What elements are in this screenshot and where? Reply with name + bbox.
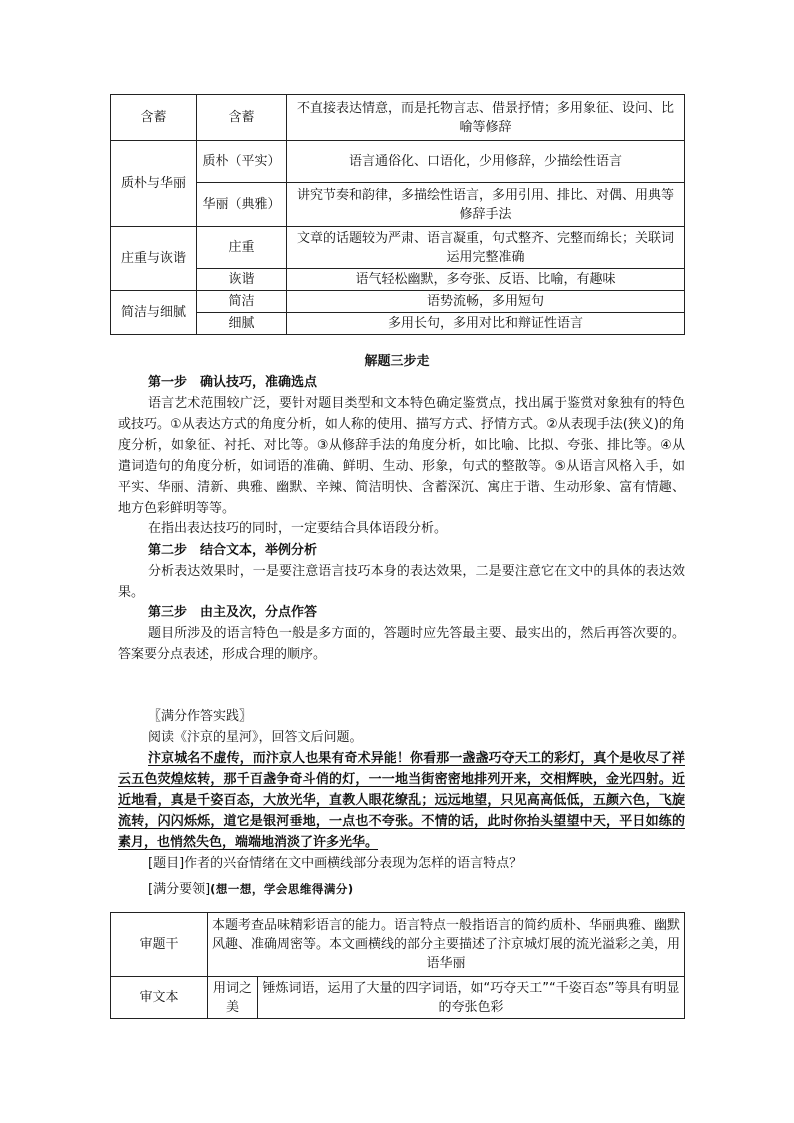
answer-table [110, 912, 685, 1019]
answer-row-label: 审题干 [111, 913, 208, 977]
section-title: 解题三步走 [364, 354, 430, 369]
step-one-body: 语言艺术范围较广泛，要针对题目类型和文本特色确定鉴赏点，找出属于鉴赏对象独有的特色或技巧。①从表达方式的角度分析，如人称的使用、描写方式、抒情方式。②从表现手法(狭义)的角度分析，如象征、衬托、对比等。③从修辞手法的角度分析，如比喻、比拟、夸张、排比等。④从遣词造句的角度分析，如词语的准确、鲜明、生动、形象，句式的整散等。⑤从语言风格入手，如平实、华丽、清新、典雅、幽默、辛辣、简洁明快、含蓄深沉、寓庄于谐、生动形象、富有情趣、地方色彩鲜明等等。 [118, 396, 685, 516]
table-row [111, 269, 685, 291]
style-description: 讲究节奏和韵律，多描绘性语言，多用引用、排比、对偶、用典等修辞手法 [287, 183, 685, 227]
style-category: 简洁与细腻 [111, 291, 197, 335]
step-three-body: 题目所涉及的语言特色一般是多方面的，答题时应先答最主要、最实出的，然后再答次要的。答案要分点表述，形成合理的顺序。 [118, 626, 685, 662]
style-description: 不直接表达情意，而是托物言志、借景抒情；多用象征、设问、比喻等修辞 [287, 95, 685, 141]
reading-passage: 汴京城名不虚传，而汴京人也果有奇术异能！你看那一盏盏巧夺天工的彩灯，真个是收尽了祥云五色荧煌炫转，那千百盏争奇斗俏的灯，一一地当街密密地排列开来，交相辉映，金光四射。近近地看，真是千姿百态，大放光华，直教人眼花缭乱；远远地望，只见高高低低，五颜六色，飞旋流转，闪闪烁烁，道它是银河垂地，一点也不夸张。不情的话，此时你抬头望望中天，平日如练的素月，也悄然失色，端端地消淡了许多光华。 [118, 751, 685, 850]
answer-row-subtype: 用词之美 [208, 977, 258, 1019]
style-category: 庄重与诙谐 [111, 227, 197, 291]
table-row [111, 977, 685, 1019]
practice-instruction: 阅读《汴京的星河》，回答文后问题。 [148, 730, 363, 745]
style-description: 语气轻松幽默，多夸张、反语、比喻，有趣味 [287, 269, 685, 291]
step-two-body: 分析表达效果时，一是要注意语言技巧本身的表达效果，二是要注意它在文中的具体的表达效果。 [118, 564, 685, 600]
step-one-note: 在指出表达技巧的同时，一定要结合具体语段分析。 [148, 521, 448, 536]
style-subtype: 细腻 [197, 313, 287, 335]
style-description: 语势流畅，多用短句 [287, 291, 685, 313]
style-description: 语言通俗化、口语化，少用修辞，少描绘性语言 [287, 141, 685, 183]
answer-key-line [118, 879, 685, 900]
table-row [111, 227, 685, 269]
style-subtype: 简洁 [197, 291, 287, 313]
answer-row-label: 审文本 [111, 977, 208, 1019]
style-description: 文章的话题较为严肃、语言凝重，句式整齐、完整而绵长；关联词运用完整准确 [287, 227, 685, 269]
style-subtype: 质朴（平实） [197, 141, 287, 183]
table-row [111, 313, 685, 335]
style-subtype: 华丽（典雅） [197, 183, 287, 227]
table-row [111, 183, 685, 227]
style-subtype: 诙谐 [197, 269, 287, 291]
step-three-heading: 第三步 由主及次，分点作答 [148, 605, 318, 620]
style-category: 含蓄 [111, 95, 197, 141]
step-one-heading: 第一步 确认技巧，准确选点 [148, 375, 318, 390]
step-two-heading: 第二步 结合文本，举例分析 [148, 543, 318, 558]
table-row [111, 291, 685, 313]
style-table [110, 94, 685, 335]
table-row [111, 95, 685, 141]
answer-key-note: (想一想，学会思维得满分) [210, 882, 354, 896]
answer-row-text: 锤炼词语，运用了大量的四字词语，如“巧夺天工”“千姿百态”等具有明显的夸张色彩 [258, 977, 685, 1019]
table-row [111, 141, 685, 183]
style-description: 多用长句，多用对比和辩证性语言 [287, 313, 685, 335]
practice-heading: 〖满分作答实践〗 [148, 709, 253, 724]
question: [题目]作者的兴奋情绪在文中画横线部分表现为怎样的语言特点？ [148, 856, 523, 871]
answer-key-label: [满分要领] [148, 882, 211, 897]
style-subtype: 含蓄 [197, 95, 287, 141]
table-row [111, 913, 685, 977]
style-category: 质朴与华丽 [111, 141, 197, 227]
style-subtype: 庄重 [197, 227, 287, 269]
answer-row-text: 本题考查品味精彩语言的能力。语言特点一般指语言的简约质朴、华丽典雅、幽默风趣、准确周密等。本文画横线的部分主要描述了汴京城灯展的流光溢彩之美，用语华丽 [208, 913, 685, 977]
